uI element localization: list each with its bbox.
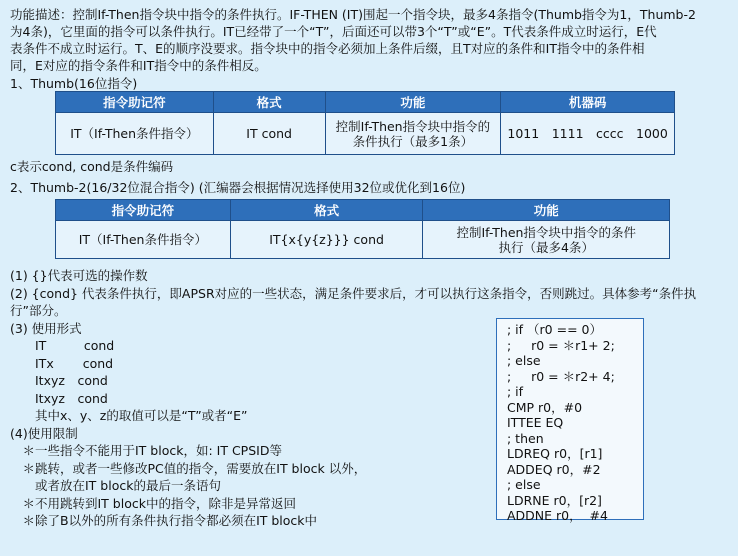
column-header: 功能 xyxy=(423,200,670,221)
cond-note: c表示cond, cond是条件编码 xyxy=(10,159,174,174)
note-line: ITx cond xyxy=(10,355,114,371)
note-line: ＊不用跳转到IT block中的指令，除非是异常返回 xyxy=(10,495,296,511)
code-line: LDREQ r0，[r1] xyxy=(507,446,603,461)
column-header: 功能 xyxy=(325,92,501,113)
code-line: ; else xyxy=(507,353,541,368)
function-line: 控制If-Then指令块中指令的条件 xyxy=(456,224,636,240)
note-line: (3) 使用形式 xyxy=(10,320,82,336)
code-line: ; if （r0 == 0） xyxy=(507,322,602,337)
note-line: Itxyz cond xyxy=(10,390,108,406)
column-header: 机器码 xyxy=(501,92,675,113)
code-line: ADDNE r0， #4 xyxy=(507,508,608,523)
code-line: ; r0 = ＊r2+ 4; xyxy=(507,368,615,384)
code-line: LDRNE r0，[r2] xyxy=(507,492,602,508)
function-line: 控制If-Then指令块中指令的 xyxy=(335,118,491,134)
note-line: 其中x、y、z的取值可以是“T”或者“E” xyxy=(10,408,248,423)
code-line: ; then xyxy=(507,430,544,446)
column-header: 格式 xyxy=(213,92,325,113)
code-line: ; if xyxy=(507,384,524,399)
thumb-table xyxy=(55,91,675,155)
table-row xyxy=(56,113,675,155)
code-line: CMP r0，#0 xyxy=(507,399,583,415)
column-header: 指令助记符 xyxy=(56,200,231,221)
note-line: ＊一些指令不能用于IT block，如: IT CPSID等 xyxy=(10,443,282,458)
format-cell: IT{x{y{z}}} cond xyxy=(230,221,423,259)
format-cell: IT cond xyxy=(213,113,325,155)
note-line: (2) {cond} 代表条件执行，即APSR对应的一些状态，满足条件要求后，才可以执行这条指令，否则跳过。具体参考“条件执 xyxy=(10,285,697,301)
thumb2-table xyxy=(55,199,670,259)
note-line: IT cond xyxy=(10,338,115,353)
mnemonic-cell: IT（If-Then条件指令） xyxy=(56,221,231,259)
intro-line: 为4条)，它里面的指令可以条件执行。IT已经带了一个“T”，后面还可以带3个“T”或“E”。T代表条件成立时运行，E代 xyxy=(10,24,657,39)
column-header: 指令助记符 xyxy=(56,92,214,113)
intro-line: 表条件不成立时运行。T、E的顺序没要求。指令块中的指令必须加上条件后缀，且T对应的条件和IT指令中的条件相 xyxy=(10,41,645,56)
function-line: 条件执行（最多1条） xyxy=(352,133,474,149)
thumb2-table-header xyxy=(56,200,670,221)
code-line: ; r0 = ＊r1+ 2; xyxy=(507,337,615,353)
code-line: ITTEE EQ xyxy=(507,415,564,430)
note-line: 行”部分。 xyxy=(10,303,67,318)
code-line: ADDEQ r0，#2 xyxy=(507,461,601,477)
mnemonic-cell: IT（If-Then条件指令） xyxy=(56,113,214,155)
intro-line: 功能描述：控制If-Then指令块中指令的条件执行。IF-THEN (IT)围起一个指令块，最多4条指令(Thumb指令为1，Thumb-2 xyxy=(10,7,696,22)
function-line: 执行（最多4条） xyxy=(498,239,594,255)
function-cell xyxy=(423,221,670,259)
note-line: 或者放在IT block的最后一条语句 xyxy=(10,478,221,493)
note-line: ＊除了B以外的所有条件执行指令都必须在IT block中 xyxy=(10,513,318,528)
thumb-table-header xyxy=(56,92,675,113)
column-header: 格式 xyxy=(230,200,423,221)
note-line: (4)使用限制 xyxy=(10,425,78,441)
code-line: ; else xyxy=(507,477,541,492)
table-row xyxy=(56,221,670,259)
intro-line: 同，E对应的指令条件和IT指令中的条件相反。 xyxy=(10,58,267,73)
note-line: Itxyz cond xyxy=(10,373,108,388)
code-example-box xyxy=(496,318,644,523)
section2-heading: 2、Thumb-2(16/32位混合指令) (汇编器会根据情况选择使用32位或优化到16位) xyxy=(10,180,466,195)
function-cell xyxy=(325,113,501,155)
intro-paragraph xyxy=(10,6,732,74)
machine-code-cell: 1011 1111 cccc 1000 xyxy=(501,113,675,155)
note-line: (1) {}代表可选的操作数 xyxy=(10,268,148,283)
section1-heading: 1、Thumb(16位指令) xyxy=(10,76,138,91)
note-line: ＊跳转，或者一些修改PC值的指令，需要放在IT block 以外， xyxy=(10,460,367,476)
